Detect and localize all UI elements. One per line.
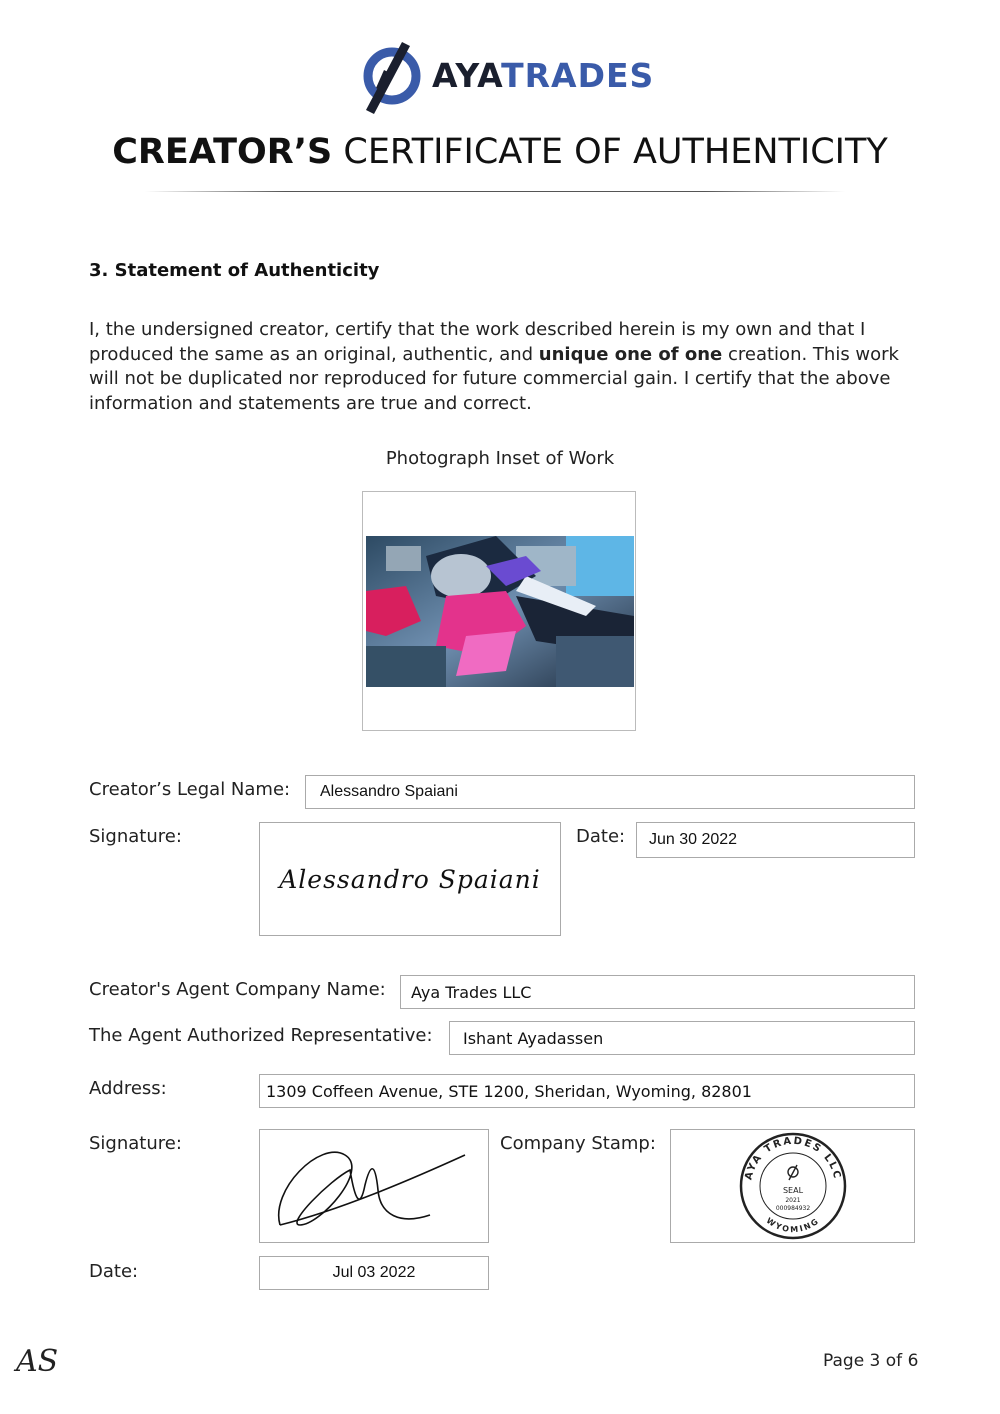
agent-rep-value: Ishant Ayadassen bbox=[463, 1028, 604, 1048]
agent-address-label: Address: bbox=[89, 1078, 167, 1099]
photo-inset-label: Photograph Inset of Work bbox=[385, 448, 615, 469]
agent-rep-label: The Agent Authorized Representative: bbox=[89, 1025, 433, 1046]
section-heading: 3. Statement of Authenticity bbox=[89, 260, 380, 281]
footer-initials: AS bbox=[16, 1344, 59, 1379]
brand-wordmark-part2: TRADES bbox=[501, 56, 655, 95]
artwork-photo bbox=[366, 536, 634, 687]
stamp-year: 2021 bbox=[785, 1197, 801, 1204]
company-stamp-label: Company Stamp: bbox=[500, 1133, 656, 1154]
creator-signature-box[interactable] bbox=[259, 822, 561, 936]
creator-legal-name-field[interactable] bbox=[305, 775, 915, 809]
agent-address-field[interactable] bbox=[259, 1074, 915, 1108]
creator-signature: Alessandro Spaiani bbox=[279, 864, 541, 894]
stamp-top-text: AYA TRADES LLC bbox=[743, 1135, 843, 1182]
creator-signature-label: Signature: bbox=[89, 826, 182, 847]
agent-rep-field[interactable] bbox=[449, 1021, 915, 1055]
title-divider bbox=[145, 191, 845, 192]
agent-signature-label: Signature: bbox=[89, 1133, 182, 1154]
agent-company-label: Creator's Agent Company Name: bbox=[89, 979, 386, 1000]
company-seal-stamp bbox=[671, 1130, 914, 1242]
statement-paragraph bbox=[89, 318, 919, 416]
creator-legal-name-label: Creator’s Legal Name: bbox=[89, 779, 291, 800]
creator-date-field[interactable] bbox=[636, 822, 915, 858]
agent-company-value: Aya Trades LLC bbox=[411, 982, 532, 1002]
agent-date-field[interactable] bbox=[259, 1256, 489, 1290]
stamp-bottom-text: WYOMING bbox=[764, 1215, 822, 1235]
agent-signature-drawing bbox=[260, 1130, 488, 1242]
creator-legal-name-value: Alessandro Spaiani bbox=[320, 783, 458, 800]
title-bold: CREATOR’S bbox=[112, 132, 333, 172]
svg-text:AYA TRADES LLC bbox=[743, 1136, 842, 1181]
agent-date-label: Date: bbox=[89, 1261, 139, 1282]
agent-address-value: 1309 Coffeen Avenue, STE 1200, Sheridan, Wyoming, 82801 bbox=[266, 1081, 752, 1101]
title-rest: CERTIFICATE OF AUTHENTICITY bbox=[332, 132, 888, 172]
statement-bold: unique one of one bbox=[538, 343, 723, 365]
stamp-number: 000984932 bbox=[775, 1205, 811, 1212]
brand-wordmark bbox=[432, 56, 654, 95]
certificate-title bbox=[0, 132, 1000, 172]
statement-part1: I, the undersigned creator, certify that the work described herein is my own and that I produced the same as an original, authentic, and bbox=[89, 319, 866, 365]
creator-date-value: Jun 30 2022 bbox=[649, 831, 738, 848]
page-number: Page 3 of 6 bbox=[823, 1351, 919, 1371]
brand-logo-icon bbox=[362, 40, 424, 116]
company-stamp-box bbox=[670, 1129, 915, 1243]
agent-company-field[interactable] bbox=[400, 975, 915, 1009]
agent-signature-box[interactable] bbox=[259, 1129, 489, 1243]
statement-part2: creation. This work will not be duplicated nor reproduced for future commercial gain. I certify that the above information and statements are true and correct. bbox=[89, 343, 899, 414]
creator-date-label: Date: bbox=[576, 826, 626, 847]
agent-date-value: Jul 03 2022 bbox=[332, 1264, 416, 1281]
stamp-center-text: SEAL bbox=[782, 1186, 804, 1195]
brand-wordmark-part1: AYA bbox=[432, 56, 502, 95]
